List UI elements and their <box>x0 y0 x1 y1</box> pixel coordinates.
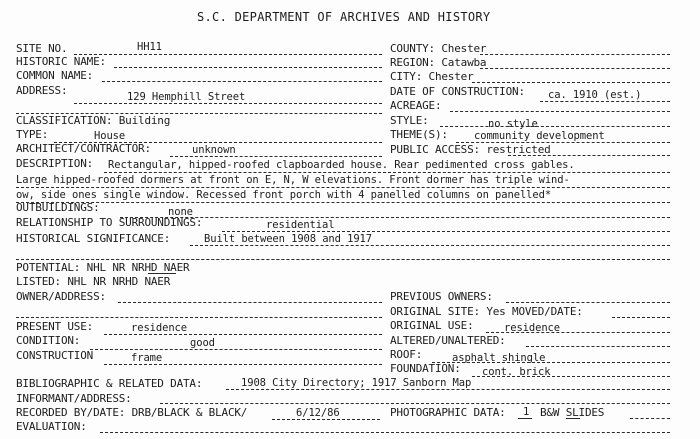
bw-underline <box>566 418 580 419</box>
architect-line <box>170 156 382 157</box>
photographic-count-value: 1 <box>523 406 530 418</box>
relationship-label: RELATIONSHIP TO SURROUNDINGS: <box>16 216 203 229</box>
description-line-3: ow, side ones single window. Recessed front porch with 4 panelled columns on panelled* <box>16 189 552 201</box>
nrhd-underline <box>148 273 176 274</box>
construction-label: CONSTRUCTION <box>16 349 94 362</box>
condition-value: good <box>190 337 215 349</box>
description-line-2: Large hipped-roofed dormers at front on E, N, W elevations. Front dormer has triple wind- <box>16 174 570 186</box>
type-value: House <box>94 130 126 142</box>
common-name-line <box>102 81 382 82</box>
city-line <box>472 82 670 83</box>
recorded-by-label: RECORDED BY/DATE: DRB/BLACK & BLACK/ <box>16 406 248 419</box>
original-use-label: ORIGINAL USE: <box>390 319 474 332</box>
original-site-label: ORIGINAL SITE: Yes MOVED/DATE: <box>390 305 583 318</box>
historical-significance-value: Built between 1908 and 1917 <box>204 233 372 245</box>
owner-address-line <box>118 302 382 303</box>
relationship-value: residential <box>266 219 335 231</box>
owner-address-line-2 <box>16 317 382 318</box>
classification-top-line <box>16 113 382 114</box>
county-label: COUNTY: Chester <box>390 42 487 55</box>
themes-value: community development <box>474 130 605 142</box>
acreage-line <box>450 111 670 112</box>
form-title: S.C. DEPARTMENT OF ARCHIVES AND HISTORY <box>197 10 491 24</box>
public-access-label: PUBLIC ACCESS: restricted <box>390 143 551 156</box>
site-no-line <box>74 54 382 55</box>
historical-significance-line <box>190 245 670 246</box>
construction-line <box>104 364 382 365</box>
present-use-label: PRESENT USE: <box>16 320 94 333</box>
photographic-data-label: PHOTOGRAPHIC DATA: <box>390 406 506 419</box>
description-line-1: Rectangular, hipped-roofed clapboarded house. Rear pedimented cross gables. <box>108 159 575 171</box>
description-rule-3 <box>16 202 670 203</box>
original-use-value: residence <box>504 322 560 334</box>
bibliographic-value: 1908 City Directory; 1917 Sanborn Map <box>241 377 472 389</box>
roof-label: ROOF: <box>390 348 423 361</box>
region-line <box>480 68 670 69</box>
historical-significance-label: HISTORICAL SIGNIFICANCE: <box>16 232 171 245</box>
previous-owners-label: PREVIOUS OWNERS: <box>390 290 493 303</box>
date-of-construction-value: ca. 1910 (est.) <box>548 89 642 101</box>
original-use-line <box>486 332 670 333</box>
previous-owners-line <box>506 302 670 303</box>
description-rule-1 <box>104 172 670 173</box>
foundation-value: cont. brick <box>482 366 551 378</box>
potential-label: POTENTIAL: NHL NR NRHD NAER <box>16 261 190 274</box>
site-no-label: SITE NO. <box>16 42 68 55</box>
address-label: ADDRESS: <box>16 84 68 97</box>
style-label: STYLE: <box>390 114 429 127</box>
architect-value: unknown <box>192 144 236 156</box>
classification-label: CLASSIFICATION: Building <box>16 114 171 127</box>
evaluation-label: EVALUATION: <box>16 420 87 433</box>
roof-value: asphalt shingle <box>452 352 546 364</box>
address-line <box>74 103 382 104</box>
informant-line <box>160 403 670 404</box>
original-site-line <box>612 317 670 318</box>
public-access-line <box>508 155 670 156</box>
roof-line <box>432 362 670 363</box>
recorded-date-value: 6/12/86 <box>296 407 340 419</box>
outbuildings-value: none <box>168 206 193 218</box>
bw-slides-label: B&W SLIDES <box>540 406 605 419</box>
themes-label: THEME(S): <box>390 128 448 141</box>
present-use-line <box>104 334 382 335</box>
altered-line <box>526 346 670 347</box>
description-label: DESCRIPTION: <box>16 157 94 170</box>
condition-label: CONDITION: <box>16 334 81 347</box>
acreage-label: ACREAGE: <box>390 99 442 112</box>
region-label: REGION: Catawba <box>390 56 487 69</box>
county-line <box>480 54 670 55</box>
relationship-line <box>222 231 670 232</box>
historic-name-label: HISTORIC NAME: <box>16 55 106 68</box>
outbuildings-line <box>120 217 670 218</box>
description-rule-2 <box>16 187 670 188</box>
slides-line <box>630 418 670 419</box>
bibliographic-line <box>226 389 670 390</box>
owner-address-label: OWNER/ADDRESS: <box>16 290 106 303</box>
altered-label: ALTERED/UNALTERED: <box>390 334 506 347</box>
evaluation-line <box>100 432 670 433</box>
city-label: CITY: Chester <box>390 70 474 83</box>
common-name-label: COMMON NAME: <box>16 69 94 82</box>
informant-label: INFORMANT/ADDRESS: <box>16 392 132 405</box>
construction-value: frame <box>131 352 163 364</box>
bibliographic-label: BIBLIOGRAPHIC & RELATED DATA: <box>16 377 203 390</box>
potential-top-line <box>16 259 670 260</box>
condition-line <box>90 349 382 350</box>
photographic-count-line <box>518 418 532 419</box>
style-line <box>440 126 670 127</box>
foundation-label: FOUNDATION: <box>390 362 461 375</box>
present-use-value: residence <box>131 322 187 334</box>
historic-name-line <box>114 67 382 68</box>
site-no-value: HH11 <box>137 41 162 53</box>
address-value: 129 Hemphill Street <box>127 91 246 103</box>
recorded-date-line <box>272 419 380 420</box>
type-label: TYPE: <box>16 128 49 141</box>
style-value: no style <box>488 118 538 130</box>
listed-label: LISTED: NHL NR NRHD NAER <box>16 275 171 288</box>
architect-label: ARCHITECT/CONTRACTOR: <box>16 142 151 155</box>
date-of-construction-line <box>540 101 670 102</box>
foundation-line <box>472 376 670 377</box>
date-of-construction-label: DATE OF CONSTRUCTION: <box>390 85 525 98</box>
outbuildings-label: OUTBUILDINGS: <box>16 201 100 214</box>
